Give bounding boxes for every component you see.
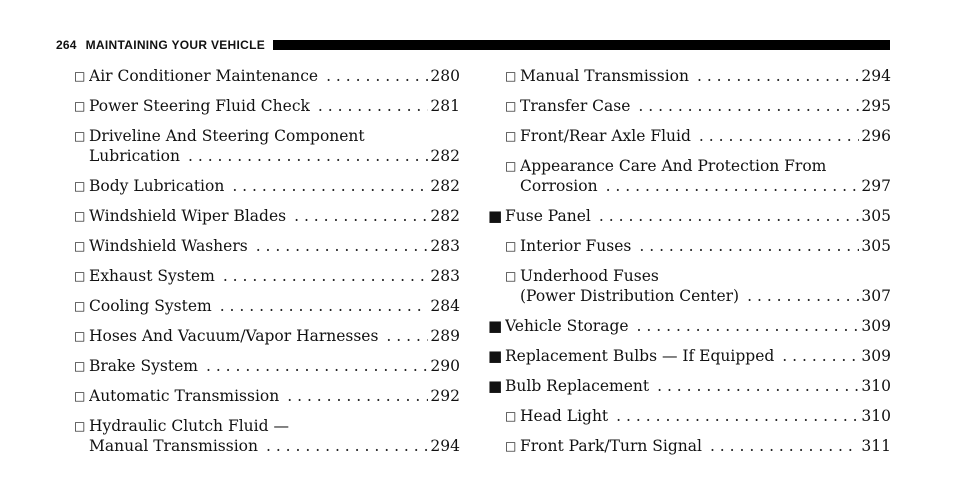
page-number: 264	[56, 38, 77, 52]
toc-entry-label: Automatic Transmission	[89, 387, 280, 405]
filled-square-bullet-icon: ■	[488, 317, 503, 335]
toc-page-number: 292	[430, 387, 460, 405]
dot-leader	[631, 236, 859, 256]
hollow-square-bullet-icon: □	[505, 99, 517, 113]
toc-page-number: 294	[861, 67, 891, 85]
toc-entry-label: Head Light	[520, 407, 609, 425]
hollow-square-bullet-icon: □	[505, 129, 517, 143]
filled-square-bullet-icon: ■	[488, 207, 503, 225]
dot-leader	[248, 236, 429, 256]
toc-page-number: 282	[430, 207, 460, 225]
toc-entry-label: Front Park/Turn Signal	[520, 437, 702, 455]
toc-entry-label: Exhaust System	[89, 267, 215, 285]
toc-entry-label: Windshield Washers	[89, 237, 248, 255]
dot-leader	[318, 66, 428, 86]
dot-leader	[774, 346, 859, 366]
toc-entry-label: Appearance Care And Protection From	[520, 157, 827, 175]
toc-entry[interactable]	[505, 126, 891, 146]
dot-leader	[279, 386, 428, 406]
toc-entry[interactable]	[505, 436, 891, 456]
toc-column-left	[74, 66, 460, 466]
toc-entry-label: Body Lubrication	[89, 177, 225, 195]
toc-entry[interactable]	[74, 356, 460, 376]
toc-entry-label: Air Conditioner Maintenance	[89, 67, 319, 85]
toc-page-number: 309	[861, 347, 891, 365]
dot-leader	[212, 296, 429, 316]
hollow-square-bullet-icon: □	[74, 269, 86, 283]
toc-column-right	[488, 66, 891, 466]
toc-page-number: 282	[430, 147, 460, 165]
toc-entry-label: Windshield Wiper Blades	[89, 207, 287, 225]
hollow-square-bullet-icon: □	[505, 439, 517, 453]
hollow-square-bullet-icon: □	[74, 209, 86, 223]
hollow-square-bullet-icon: □	[74, 389, 86, 403]
dot-leader	[198, 356, 428, 376]
hollow-square-bullet-icon: □	[74, 329, 86, 343]
toc-entry-label: Brake System	[89, 357, 198, 375]
toc-entry-label: Power Steering Fluid Check	[89, 97, 310, 115]
toc-entry[interactable]	[488, 346, 891, 366]
toc-page-number: 305	[861, 237, 891, 255]
hollow-square-bullet-icon: □	[505, 159, 517, 173]
toc-page-number: 294	[430, 437, 460, 455]
dot-leader	[310, 96, 429, 116]
toc-page-number: 282	[430, 177, 460, 195]
hollow-square-bullet-icon: □	[74, 239, 86, 253]
hollow-square-bullet-icon: □	[505, 269, 517, 283]
toc-entry[interactable]	[505, 96, 891, 116]
dot-leader	[702, 436, 859, 456]
hollow-square-bullet-icon: □	[74, 129, 86, 143]
toc-page-number: 283	[430, 267, 460, 285]
toc-entry[interactable]	[74, 126, 460, 166]
dot-leader	[608, 406, 859, 426]
dot-leader	[286, 206, 428, 226]
toc-page-number: 310	[861, 377, 891, 395]
toc-entry[interactable]	[505, 406, 891, 426]
toc-entry-label: Driveline And Steering Component	[89, 127, 365, 145]
dot-leader	[180, 146, 428, 166]
toc-page-number: 290	[430, 357, 460, 375]
toc-entry[interactable]	[488, 316, 891, 336]
toc-page-number: 296	[861, 127, 891, 145]
hollow-square-bullet-icon: □	[74, 359, 86, 373]
toc-page-number: 280	[430, 67, 460, 85]
toc-entry-label: Hydraulic Clutch Fluid —	[89, 417, 289, 435]
toc-entry[interactable]	[74, 386, 460, 406]
toc-page-number: 289	[430, 327, 460, 345]
toc-entry-label: Hoses And Vacuum/Vapor Harnesses	[89, 327, 379, 345]
hollow-square-bullet-icon: □	[505, 409, 517, 423]
section-title: MAINTAINING YOUR VEHICLE	[85, 38, 266, 52]
dot-leader	[691, 126, 859, 146]
toc-entry-label: Front/Rear Axle Fluid	[520, 127, 691, 145]
toc-entry-label: Transfer Case	[520, 97, 631, 115]
toc-entry-label: Corrosion	[520, 177, 598, 195]
toc-entry[interactable]	[488, 206, 891, 226]
hollow-square-bullet-icon: □	[74, 69, 86, 83]
toc-entry[interactable]	[74, 206, 460, 226]
toc-entry-label: Vehicle Storage	[505, 317, 629, 335]
toc-entry-label: Manual Transmission	[520, 67, 689, 85]
toc-page-number: 307	[861, 287, 891, 305]
toc-entry-label: Underhood Fuses	[520, 267, 659, 285]
toc-page-number: 310	[861, 407, 891, 425]
dot-leader	[258, 436, 428, 456]
header-rule	[273, 40, 890, 50]
filled-square-bullet-icon: ■	[488, 377, 503, 395]
dot-leader	[649, 376, 859, 396]
toc-entry-label: Lubrication	[89, 147, 180, 165]
hollow-square-bullet-icon: □	[74, 419, 86, 433]
toc-entry-label: Manual Transmission	[89, 437, 258, 455]
toc-entry-label: Bulb Replacement	[505, 377, 650, 395]
toc-entry-label: Cooling System	[89, 297, 212, 315]
toc-page-number: 281	[430, 97, 460, 115]
toc-page-number: 283	[430, 237, 460, 255]
hollow-square-bullet-icon: □	[74, 179, 86, 193]
dot-leader	[630, 96, 859, 116]
dot-leader	[739, 286, 859, 306]
toc-page-number: 297	[861, 177, 891, 195]
toc-entry[interactable]	[74, 236, 460, 256]
dot-leader	[591, 206, 860, 226]
dot-leader	[215, 266, 429, 286]
toc-entry[interactable]	[74, 266, 460, 286]
toc-page-number: 305	[861, 207, 891, 225]
toc-entry[interactable]	[505, 66, 891, 86]
dot-leader	[598, 176, 860, 196]
toc-entry-label: Replacement Bulbs — If Equipped	[505, 347, 775, 365]
toc-entry[interactable]	[74, 96, 460, 116]
toc-entry[interactable]	[505, 266, 891, 306]
toc-entry[interactable]	[505, 236, 891, 256]
toc-entry-label: (Power Distribution Center)	[520, 287, 740, 305]
toc-entry[interactable]	[74, 296, 460, 316]
filled-square-bullet-icon: ■	[488, 347, 503, 365]
toc-entry[interactable]	[74, 66, 460, 86]
hollow-square-bullet-icon: □	[505, 69, 517, 83]
toc-entry[interactable]	[74, 416, 460, 456]
toc-page-number: 295	[861, 97, 891, 115]
toc-entry[interactable]	[505, 156, 891, 196]
toc-entry[interactable]	[74, 326, 460, 346]
toc-entry-label: Fuse Panel	[505, 207, 591, 225]
dot-leader	[224, 176, 428, 196]
toc-entry-label: Interior Fuses	[520, 237, 632, 255]
toc-page-number: 309	[861, 317, 891, 335]
dot-leader	[689, 66, 859, 86]
hollow-square-bullet-icon: □	[505, 239, 517, 253]
toc-entry[interactable]	[74, 176, 460, 196]
running-header	[56, 37, 890, 53]
toc-page-number: 284	[430, 297, 460, 315]
dot-leader	[378, 326, 428, 346]
dot-leader	[629, 316, 860, 336]
hollow-square-bullet-icon: □	[74, 299, 86, 313]
hollow-square-bullet-icon: □	[74, 99, 86, 113]
toc-entry[interactable]	[488, 376, 891, 396]
toc-page-number: 311	[861, 437, 891, 455]
